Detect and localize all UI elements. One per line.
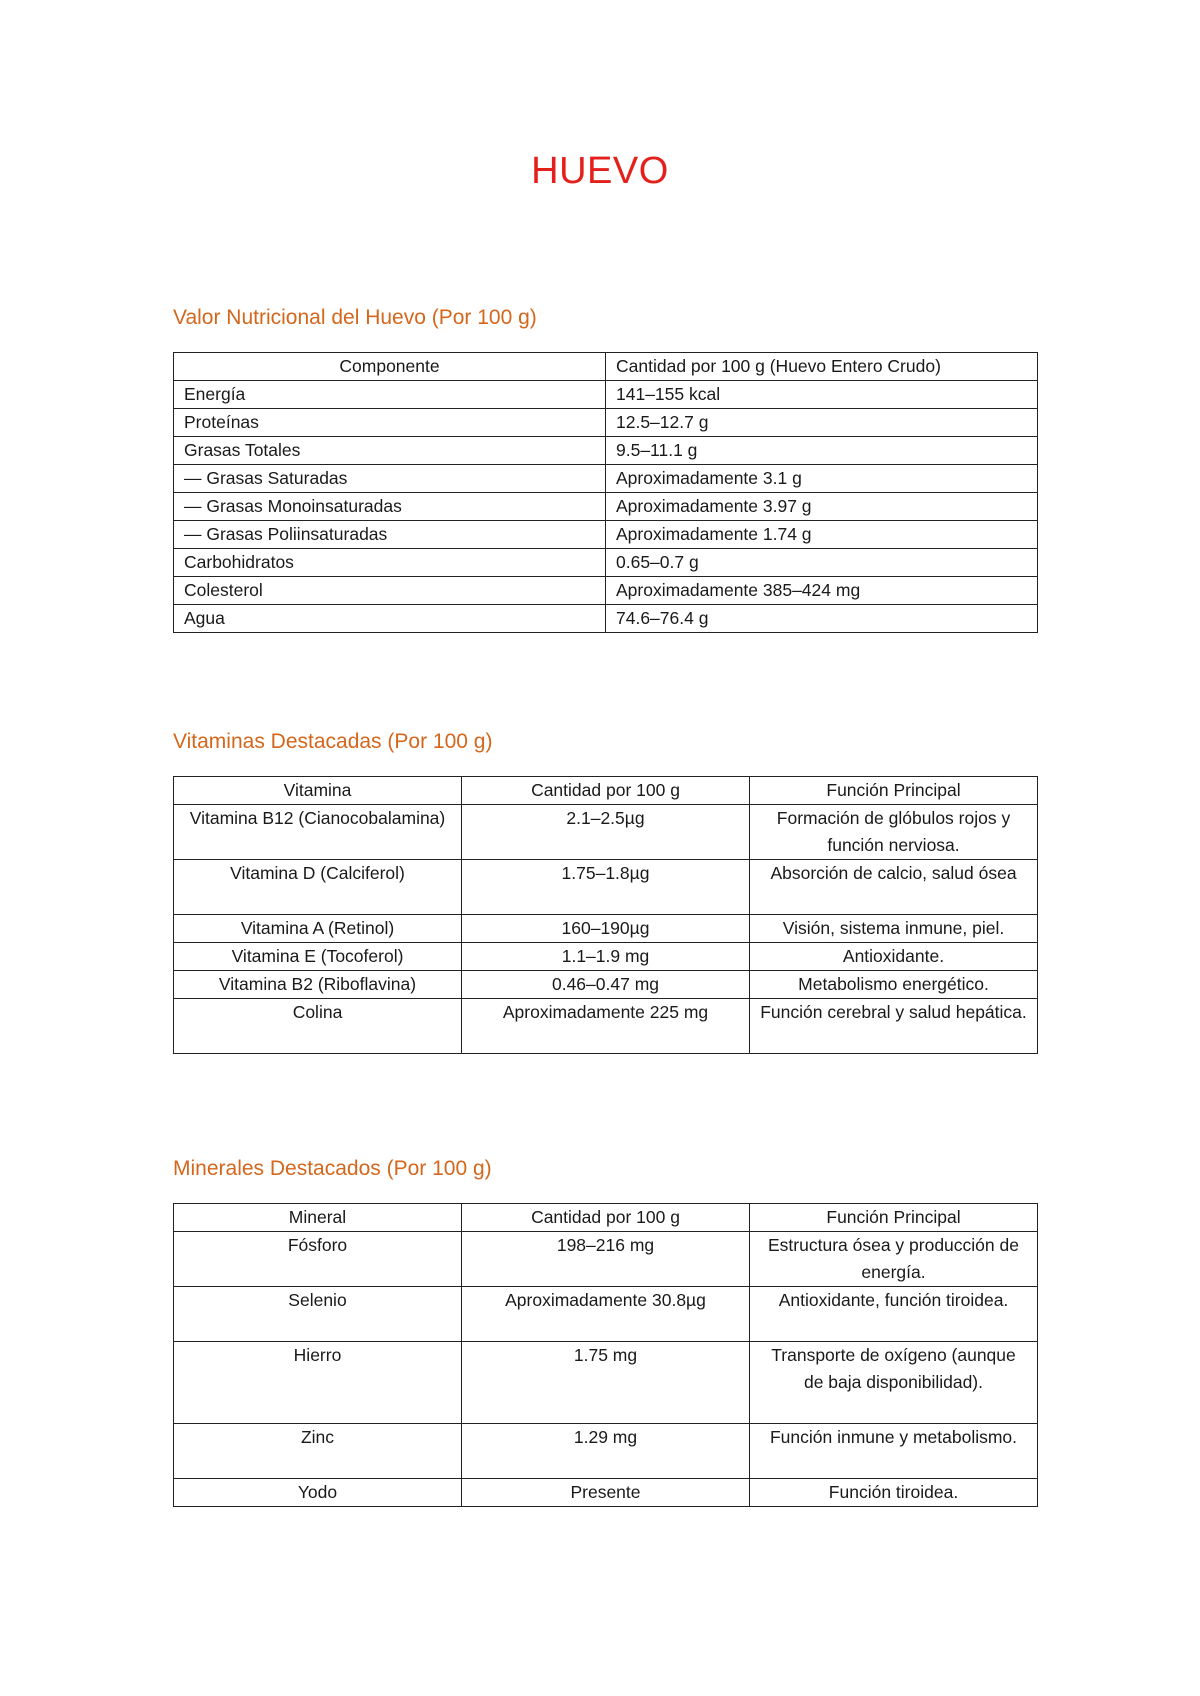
- table-row: [174, 437, 1038, 465]
- table-cell: Carbohidratos: [174, 549, 606, 577]
- table-cell: Aproximadamente 225 mg: [462, 999, 750, 1054]
- table-cell: Absorción de calcio, salud ósea: [750, 860, 1038, 915]
- table-cell: Aproximadamente 3.97 g: [606, 493, 1038, 521]
- document-title: HUEVO: [531, 150, 669, 192]
- column-header: Cantidad por 100 g (Huevo Entero Crudo): [606, 353, 1038, 381]
- table-row: [174, 605, 1038, 633]
- table-cell: 2.1–2.5µg: [462, 805, 750, 860]
- table-cell: Energía: [174, 381, 606, 409]
- table-header-row: [174, 777, 1038, 805]
- column-header: Componente: [174, 353, 606, 381]
- table-cell: Agua: [174, 605, 606, 633]
- table-cell: Función inmune y metabolismo.: [750, 1424, 1038, 1479]
- table-row: [174, 465, 1038, 493]
- table-cell: Vitamina B12 (Cianocobalamina): [174, 805, 462, 860]
- table-cell: Colina: [174, 999, 462, 1054]
- table-cell: 0.46–0.47 mg: [462, 971, 750, 999]
- table-row: [174, 805, 1038, 860]
- column-header: Vitamina: [174, 777, 462, 805]
- column-header: Cantidad por 100 g: [462, 1204, 750, 1232]
- table-cell: Colesterol: [174, 577, 606, 605]
- table-cell: Yodo: [174, 1479, 462, 1507]
- table-cell: 1.1–1.9 mg: [462, 943, 750, 971]
- table-cell: Fósforo: [174, 1232, 462, 1287]
- column-header: Mineral: [174, 1204, 462, 1232]
- column-header: Función Principal: [750, 1204, 1038, 1232]
- table-cell: — Grasas Saturadas: [174, 465, 606, 493]
- column-header: Cantidad por 100 g: [462, 777, 750, 805]
- table-row: [174, 521, 1038, 549]
- table-cell: Vitamina D (Calciferol): [174, 860, 462, 915]
- table-cell: Grasas Totales: [174, 437, 606, 465]
- table-row: [174, 577, 1038, 605]
- table-cell: Antioxidante, función tiroidea.: [750, 1287, 1038, 1342]
- table-cell: Aproximadamente 30.8µg: [462, 1287, 750, 1342]
- table-cell: Función tiroidea.: [750, 1479, 1038, 1507]
- table-cell: Visión, sistema inmune, piel.: [750, 915, 1038, 943]
- table-row: [174, 1287, 1038, 1342]
- table-row: [174, 1479, 1038, 1507]
- table-cell: Antioxidante.: [750, 943, 1038, 971]
- table-cell: 160–190µg: [462, 915, 750, 943]
- table-cell: Vitamina B2 (Riboflavina): [174, 971, 462, 999]
- table-header-row: [174, 1204, 1038, 1232]
- table-cell: 198–216 mg: [462, 1232, 750, 1287]
- table-cell: — Grasas Monoinsaturadas: [174, 493, 606, 521]
- table-cell: Función cerebral y salud hepática.: [750, 999, 1038, 1054]
- table-row: [174, 409, 1038, 437]
- table-cell: Hierro: [174, 1342, 462, 1424]
- table-cell: 0.65–0.7 g: [606, 549, 1038, 577]
- table-header-row: [174, 353, 1038, 381]
- table-cell: Aproximadamente 385–424 mg: [606, 577, 1038, 605]
- table-cell: — Grasas Poliinsaturadas: [174, 521, 606, 549]
- vitamins-heading: Vitaminas Destacadas (Por 100 g): [173, 730, 493, 753]
- minerals-heading: Minerales Destacados (Por 100 g): [173, 1157, 492, 1180]
- table-cell: Vitamina E (Tocoferol): [174, 943, 462, 971]
- table-cell: Vitamina A (Retinol): [174, 915, 462, 943]
- column-header: Función Principal: [750, 777, 1038, 805]
- table-row: [174, 493, 1038, 521]
- table-cell: 9.5–11.1 g: [606, 437, 1038, 465]
- table-cell: Formación de glóbulos rojos y función nerviosa.: [750, 805, 1038, 860]
- table-cell: 1.29 mg: [462, 1424, 750, 1479]
- table-row: [174, 1424, 1038, 1479]
- table-cell: 12.5–12.7 g: [606, 409, 1038, 437]
- table-row: [174, 915, 1038, 943]
- table-cell: Transporte de oxígeno (aunque de baja disponibilidad).: [750, 1342, 1038, 1424]
- table-cell: Zinc: [174, 1424, 462, 1479]
- table-cell: Aproximadamente 3.1 g: [606, 465, 1038, 493]
- table-cell: Metabolismo energético.: [750, 971, 1038, 999]
- table-cell: 1.75 mg: [462, 1342, 750, 1424]
- table-cell: 74.6–76.4 g: [606, 605, 1038, 633]
- table-cell: Estructura ósea y producción de energía.: [750, 1232, 1038, 1287]
- minerals-table: [173, 1203, 1038, 1507]
- table-row: [174, 1342, 1038, 1424]
- table-cell: Aproximadamente 1.74 g: [606, 521, 1038, 549]
- table-row: [174, 860, 1038, 915]
- table-row: [174, 549, 1038, 577]
- table-row: [174, 381, 1038, 409]
- vitamins-table: [173, 776, 1038, 1054]
- table-row: [174, 943, 1038, 971]
- nutrition-table: [173, 352, 1038, 633]
- table-cell: Proteínas: [174, 409, 606, 437]
- table-cell: 1.75–1.8µg: [462, 860, 750, 915]
- table-cell: Selenio: [174, 1287, 462, 1342]
- table-row: [174, 999, 1038, 1054]
- table-row: [174, 971, 1038, 999]
- table-cell: Presente: [462, 1479, 750, 1507]
- nutrition-heading: Valor Nutricional del Huevo (Por 100 g): [173, 306, 537, 329]
- table-cell: 141–155 kcal: [606, 381, 1038, 409]
- table-row: [174, 1232, 1038, 1287]
